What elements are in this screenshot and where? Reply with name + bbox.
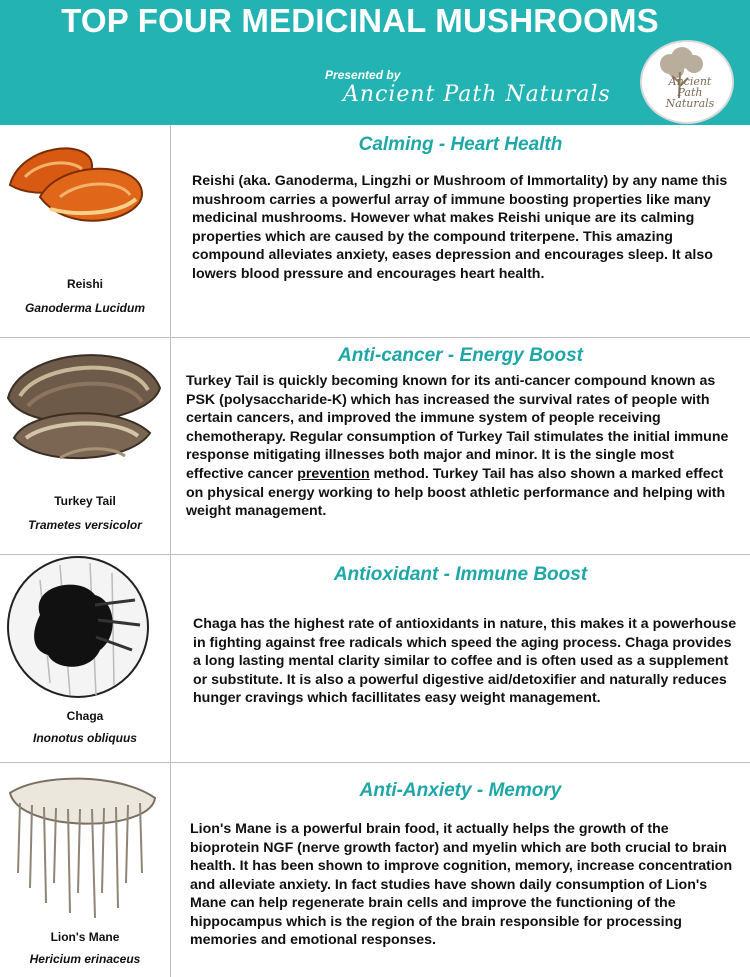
mushroom-image-cell: [0, 555, 171, 762]
lions-mane-mushroom-illustration: [0, 763, 170, 933]
chaga-mushroom-illustration: [0, 555, 170, 725]
scientific-name: Inonotus obliquus: [33, 731, 137, 745]
benefit-heading: Calming - Heart Health: [358, 134, 563, 155]
benefit-heading: Antioxidant - Immune Boost: [333, 564, 588, 585]
page-title: TOP FOUR MEDICINAL MUSHROOMS: [61, 2, 659, 39]
benefit-heading-visible: Anti-Anxiety - Memory: [359, 780, 562, 801]
mushroom-row-reishi: [0, 125, 750, 338]
presented-by-label: Presented by: [325, 68, 401, 82]
common-name: Chaga: [66, 709, 104, 723]
description-text-end: method. Turkey Tail has also shown a marked effect on physical energy working to help boost athletic performance and helping with weight management.: [186, 465, 726, 520]
description-text: Turkey Tail is quickly becoming known for its anti-cancer compound known as PSK (polysaccharide-K) which has increased the survival rates of people with certain cancers, and improved the immune system of people receiving chemotherapy. Regular consumption of Turkey Tail stimulates the initial immune response mitigating illnesses both major and minor. It is the single most effective cancer: [186, 373, 729, 482]
mushroom-description: Chaga has the highest rate of antioxidants in nature, this makes it a powerhouse in fighting against free radicals which speed the aging process. Chaga provides a long lasting mental clarity similar to coffee and is often used as a supplement or substitute. It is also a powerful digestive aid/detoxifier and naturally reduces hunger cravings which facillitates easy weight management.: [193, 616, 737, 707]
scientific-name: Ganoderma Lucidum: [24, 301, 146, 315]
reishi-mushroom-illustration: [0, 125, 170, 295]
scientific-name: Hericium erinaceus: [29, 952, 141, 966]
mushroom-description: [186, 372, 734, 521]
mushroom-image-cell: [0, 125, 171, 337]
mushroom-description: Reishi (aka. Ganoderma, Lingzhi or Mushroom of Immortality) by any name this mushroom carries a powerful array of immune boosting properties like many medicinal mushrooms. However what makes Reishi unique are its calming properties which are caused by the compound triterpene. This amazing compound alleviates anxiety, eases depression and encourages sleep. It also lowers blood pressure and encourages heart health.: [192, 173, 728, 282]
brand-logo: [640, 40, 734, 124]
mushroom-row-turkey-tail: [0, 338, 750, 555]
scientific-name: Trametes versicolor: [28, 518, 142, 532]
mushroom-image-cell: [0, 338, 171, 554]
common-name: Reishi: [66, 277, 103, 291]
brand-name: Ancient Path Naturals: [343, 82, 611, 107]
mushroom-image-cell: [0, 763, 171, 977]
header-banner: [0, 0, 750, 125]
logo-lettering: Ancient Path Naturals: [665, 75, 715, 110]
benefit-heading: Anti-cancer - Energy Boost: [338, 345, 583, 366]
common-name: Lion's Mane: [50, 930, 120, 944]
mushroom-description-lions-mane: Lion's Mane is a powerful brain food, it actually helps the growth of the bioprotein NGF (nerve growth factor) and myelin which are both crucial to brain health. It has been shown to improve cognition, memory, increase concentration and alleviate anxiety. In fact studies have shown daily consumption of Lion's Mane can help regenerate brain cells and improve the functioning of the hippocampus which is the region of the brain responsible for processing memories and emotional responses.: [190, 821, 733, 948]
common-name: Turkey Tail: [54, 494, 116, 508]
turkey-tail-mushroom-illustration: [0, 338, 170, 508]
mushroom-row-chaga: [0, 555, 750, 763]
description-emphasis: prevention: [297, 465, 370, 482]
